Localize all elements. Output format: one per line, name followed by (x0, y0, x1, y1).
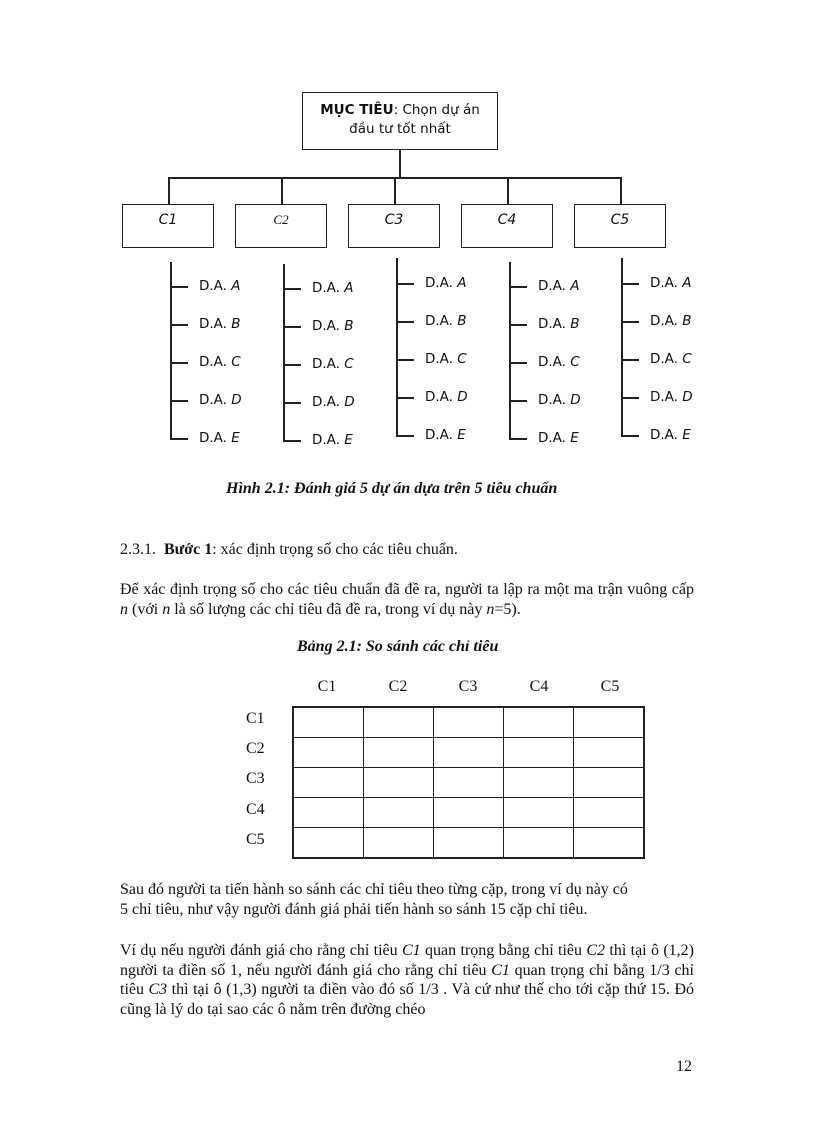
option-label: D.A. E (650, 427, 691, 443)
text-run: n (162, 600, 171, 618)
row-header-c5: C5 (246, 831, 265, 848)
matrix-cell (504, 828, 574, 859)
text-run: thì tại ô (1,2) người ta điền số 1, nếu người đánh giá cho rằng chỉ tiêu (120, 942, 694, 979)
paragraph-example (120, 941, 694, 1019)
option-connector (283, 326, 301, 328)
matrix-cell (574, 738, 645, 768)
option-connector (509, 286, 527, 288)
text-run: C3 (148, 981, 168, 998)
page-number: 12 (676, 1058, 692, 1075)
option-label: D.A. C (425, 351, 467, 367)
criterion-label: C1 (158, 212, 178, 228)
criteria-drop-c1 (168, 177, 170, 204)
matrix-cell (434, 738, 504, 768)
text-line: 5 chỉ tiêu, như vậy người đánh giá phải tiến hành so sánh 15 cặp chỉ tiêu. (120, 900, 588, 918)
matrix-cell (574, 768, 645, 798)
criterion-box-c1 (122, 204, 214, 248)
option-spine-c5 (621, 258, 623, 436)
text-run: là số lượng các chỉ tiêu đã đề ra, trong ví dụ này (170, 600, 487, 618)
matrix-row (293, 738, 644, 768)
criterion-box-c4 (461, 204, 553, 248)
criterion-box-c3 (348, 204, 440, 248)
criterion-label: C4 (497, 212, 517, 228)
text-run: =5). (494, 600, 521, 618)
option-label: D.A. E (538, 430, 579, 446)
matrix-cell (504, 707, 574, 738)
row-header-c1: C1 (246, 710, 265, 727)
goal-box (302, 92, 498, 150)
option-connector (283, 402, 301, 404)
option-connector (509, 438, 527, 440)
option-label: D.A. D (425, 389, 468, 405)
matrix-cell (293, 738, 364, 768)
criterion-label: C2 (273, 212, 289, 227)
row-header-c4: C4 (246, 801, 265, 818)
matrix-cell (364, 828, 434, 859)
text-run: thì tại ô (1,3) người ta điền vào đó số 1/3 . Và cứ như thế cho tới cặp thứ 15. Đó cũng là lý do tại sao các ô nằm trên đường chéo (120, 981, 694, 1018)
matrix-cell (434, 768, 504, 798)
option-connector (396, 283, 414, 285)
option-spine-c4 (509, 262, 511, 439)
matrix-cell (504, 798, 574, 828)
option-connector (396, 321, 414, 323)
option-label: D.A. C (650, 351, 692, 367)
paragraph-pairwise (120, 880, 694, 919)
criterion-box-c5 (574, 204, 666, 248)
matrix-cell (364, 707, 434, 738)
option-label: D.A. A (312, 280, 354, 296)
criterion-label: C5 (610, 212, 630, 228)
criteria-drop-c2 (281, 177, 283, 204)
text-run: quan trọng chỉ bằng 1/3 chỉ tiêu (120, 961, 695, 998)
option-connector (396, 435, 414, 437)
column-header-c3: C3 (458, 678, 478, 695)
text-line: Sau đó người ta tiến hành so sánh các chỉ tiêu theo từng cặp, trong ví dụ này có (120, 881, 628, 898)
option-label: D.A. E (425, 427, 466, 443)
matrix-cell (293, 798, 364, 828)
option-label: D.A. E (312, 432, 353, 448)
option-label: D.A. B (425, 313, 467, 329)
criteria-drop-c4 (507, 177, 509, 204)
matrix-cell (364, 768, 434, 798)
text-run: C2 (586, 942, 606, 959)
option-label: D.A. B (312, 318, 354, 334)
option-label: D.A. D (199, 392, 242, 408)
option-connector (170, 286, 188, 288)
matrix-cell (293, 768, 364, 798)
option-label: D.A. A (650, 275, 692, 291)
option-connector (170, 438, 188, 440)
option-label: D.A. C (538, 354, 580, 370)
option-connector (170, 400, 188, 402)
option-connector (283, 440, 301, 442)
matrix-row (293, 828, 644, 859)
option-connector (170, 324, 188, 326)
option-label: D.A. A (199, 278, 241, 294)
option-label: D.A. B (199, 316, 241, 332)
column-header-c2: C2 (388, 678, 408, 695)
text-run: Ví dụ nếu người đánh giá cho rằng chỉ tiêu (120, 942, 402, 959)
option-connector (621, 321, 639, 323)
option-connector (283, 288, 301, 290)
paragraph-matrix-intro (120, 580, 694, 619)
step-label: Bước 1 (164, 541, 213, 558)
criterion-box-c2 (235, 204, 327, 248)
matrix-cell (434, 707, 504, 738)
option-connector (170, 362, 188, 364)
section-heading (120, 540, 694, 560)
matrix-cell (504, 738, 574, 768)
column-header-c5: C5 (600, 678, 620, 695)
option-label: D.A. D (650, 389, 693, 405)
option-spine-c2 (283, 264, 285, 441)
matrix-cell (293, 828, 364, 859)
option-label: D.A. B (538, 316, 580, 332)
option-connector (283, 364, 301, 366)
goal-text-line2: đầu tư tốt nhất (349, 121, 451, 137)
comparison-matrix (292, 706, 645, 859)
option-connector (396, 359, 414, 361)
matrix-cell (364, 738, 434, 768)
option-label: D.A. A (538, 278, 580, 294)
matrix-cell (574, 828, 645, 859)
option-label: D.A. D (538, 392, 581, 408)
matrix-cell (364, 798, 434, 828)
step-text: : xác định trọng số cho các tiêu chuẩn. (212, 541, 458, 558)
option-label: D.A. C (199, 354, 241, 370)
criterion-label: C3 (384, 212, 404, 228)
matrix-cell (293, 707, 364, 738)
goal-text-line1: : Chọn dự án (393, 102, 480, 118)
table-caption: Bảng 2.1: So sánh các chỉ tiêu (297, 638, 499, 655)
option-label: D.A. B (650, 313, 692, 329)
column-header-c1: C1 (317, 678, 337, 695)
matrix-cell (434, 828, 504, 859)
option-label: D.A. A (425, 275, 467, 291)
matrix-cell (574, 798, 645, 828)
option-spine-c1 (170, 262, 172, 439)
criteria-drop-c3 (394, 177, 396, 204)
text-run: Để xác định trọng số cho các tiêu chuẩn đã đề ra, người ta lập ra một ma trận vuông cấp (120, 581, 694, 598)
text-run: n (120, 600, 128, 618)
goal-connector (399, 150, 401, 177)
criteria-drop-c5 (620, 177, 622, 204)
option-connector (621, 283, 639, 285)
option-connector (621, 397, 639, 399)
matrix-cell (504, 768, 574, 798)
text-run: C1 (491, 961, 510, 979)
figure-caption: Hình 2.1: Đánh giá 5 dự án dựa trên 5 tiêu chuẩn (226, 480, 558, 497)
option-connector (396, 397, 414, 399)
option-label: D.A. C (312, 356, 354, 372)
option-connector (621, 435, 639, 437)
option-label: D.A. D (312, 394, 355, 410)
text-run: n (486, 600, 495, 618)
option-label: D.A. E (199, 430, 240, 446)
option-connector (509, 400, 527, 402)
matrix-cell (574, 707, 645, 738)
goal-label: MỤC TIÊU (320, 102, 394, 118)
option-connector (509, 324, 527, 326)
section-number: 2.3.1. (120, 541, 156, 558)
matrix-cell (434, 798, 504, 828)
matrix-row (293, 768, 644, 798)
matrix-row (293, 798, 644, 828)
text-run: C1 (402, 942, 421, 959)
option-connector (621, 359, 639, 361)
column-header-c4: C4 (529, 678, 549, 695)
row-header-c2: C2 (246, 740, 265, 757)
matrix-row (293, 707, 644, 738)
option-connector (509, 362, 527, 364)
text-run: (với (128, 600, 163, 618)
text-run: quan trọng bằng chỉ tiêu (420, 942, 587, 959)
row-header-c3: C3 (246, 770, 265, 787)
option-spine-c3 (396, 258, 398, 436)
